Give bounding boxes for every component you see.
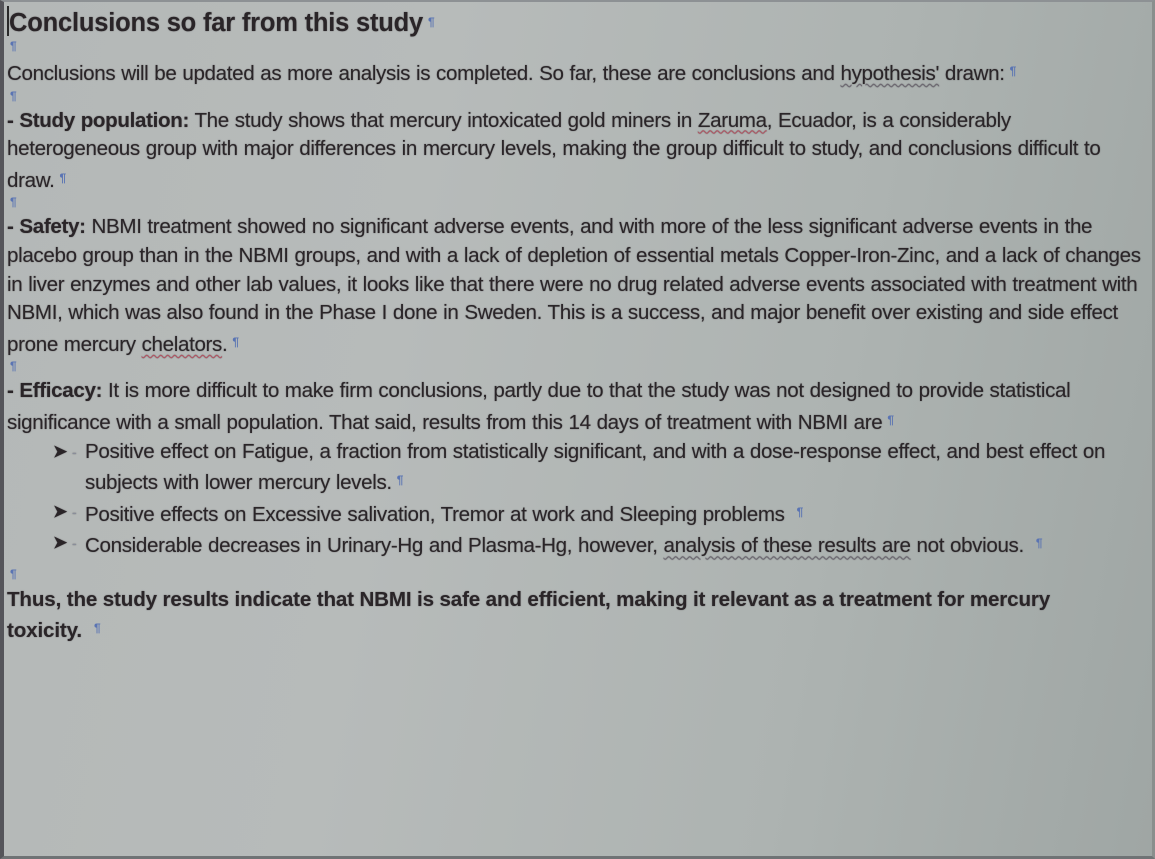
list-item: ➤ - Positive effect on Fatigue, a fraction from statistically significant, and with a dose-response effect, and best effect on subjects with lower mercury levels. ¶ bbox=[53, 439, 1106, 495]
tab-mark-icon: - bbox=[72, 443, 77, 460]
safety-paragraph: - Safety: NBMI treatment showed no significant adverse events, and with more of the less significant adverse events in the placebo group than in the NBMI groups, and with a lack of depletion of essential metals Copper-Iron-Zinc, and a lack of changes in liver enzymes and other lab values, it looks like that there were no drug related adverse events associated with treatment with NBMI, which was also found in the Phase I done in Sweden. This is a success, and major benefit over existing and side effect prone mercury chelators. ¶ bbox=[7, 215, 1141, 356]
grammar-flagged-word[interactable]: hypothesis' bbox=[840, 62, 940, 85]
arrow-bullet-icon: ➤ bbox=[53, 533, 67, 553]
pilcrow-icon: ¶ bbox=[1009, 64, 1016, 78]
empty-paragraph bbox=[7, 195, 1147, 209]
pilcrow-icon: ¶ bbox=[10, 39, 17, 53]
section-label-efficacy: - Efficacy: bbox=[7, 379, 103, 403]
pilcrow-icon: ¶ bbox=[232, 334, 239, 349]
empty-paragraph bbox=[7, 567, 1147, 581]
pilcrow-icon: ¶ bbox=[59, 170, 66, 185]
section-label-study-population: - Study population: bbox=[7, 108, 189, 132]
grammar-flagged-phrase[interactable]: analysis of these results are bbox=[663, 534, 911, 558]
spellcheck-flagged-word[interactable]: Zaruma bbox=[697, 108, 767, 132]
arrow-bullet-icon: ➤ bbox=[53, 501, 67, 521]
pilcrow-icon: ¶ bbox=[10, 359, 17, 374]
pilcrow-icon: ¶ bbox=[10, 566, 17, 581]
pilcrow-icon: ¶ bbox=[428, 15, 435, 29]
pilcrow-icon: ¶ bbox=[10, 195, 17, 210]
list-item: ➤ - Considerable decreases in Urinary-Hg and Plasma-Hg, however, analysis of these results are not obvious. ¶ bbox=[53, 529, 1147, 561]
pilcrow-icon: ¶ bbox=[93, 620, 101, 635]
pilcrow-icon: ¶ bbox=[887, 412, 894, 427]
efficacy-results-list bbox=[7, 438, 1147, 561]
section-label-safety: - Safety: bbox=[7, 215, 86, 239]
final-conclusion: Thus, the study results indicate that NBMI is safe and efficient, making it relevant as a treatment for mercury toxicity. ¶ bbox=[7, 587, 1051, 642]
empty-paragraph bbox=[7, 359, 1147, 373]
empty-paragraph bbox=[7, 89, 1147, 103]
pilcrow-icon: ¶ bbox=[396, 473, 404, 488]
pilcrow-icon: ¶ bbox=[796, 504, 803, 519]
list-item: ➤ - Positive effects on Excessive salivation, Tremor at work and Sleeping problems ¶ bbox=[53, 498, 1147, 530]
pilcrow-icon: ¶ bbox=[1035, 536, 1043, 551]
empty-paragraph bbox=[7, 39, 1147, 53]
tab-mark-icon: - bbox=[72, 535, 77, 552]
study-population-paragraph: - Study population: The study shows that mercury intoxicated gold miners in Zaruma, Ecuador, is a considerably heterogeneous group with major differences in mercury levels, making the group difficult to study, and conclusions difficult to draw. ¶ bbox=[7, 108, 1101, 192]
efficacy-paragraph: - Efficacy: It is more difficult to make firm conclusions, partly due to that the study was not designed to provide statistical significance with a small population. That said, results from this 14 days of treatment with NBMI are ¶ bbox=[7, 379, 1071, 434]
pilcrow-icon: ¶ bbox=[10, 88, 17, 103]
document-body[interactable] bbox=[7, 6, 1147, 645]
spellcheck-flagged-word[interactable]: chelators bbox=[141, 332, 223, 356]
arrow-bullet-icon: ➤ bbox=[53, 441, 67, 461]
tab-mark-icon: - bbox=[72, 503, 77, 520]
page-title: Conclusions so far from this study ¶ bbox=[7, 6, 1147, 39]
intro-paragraph: Conclusions will be updated as more analysis is completed. So far, these are conclusions and hypothesis' drawn: ¶ bbox=[7, 62, 1016, 85]
